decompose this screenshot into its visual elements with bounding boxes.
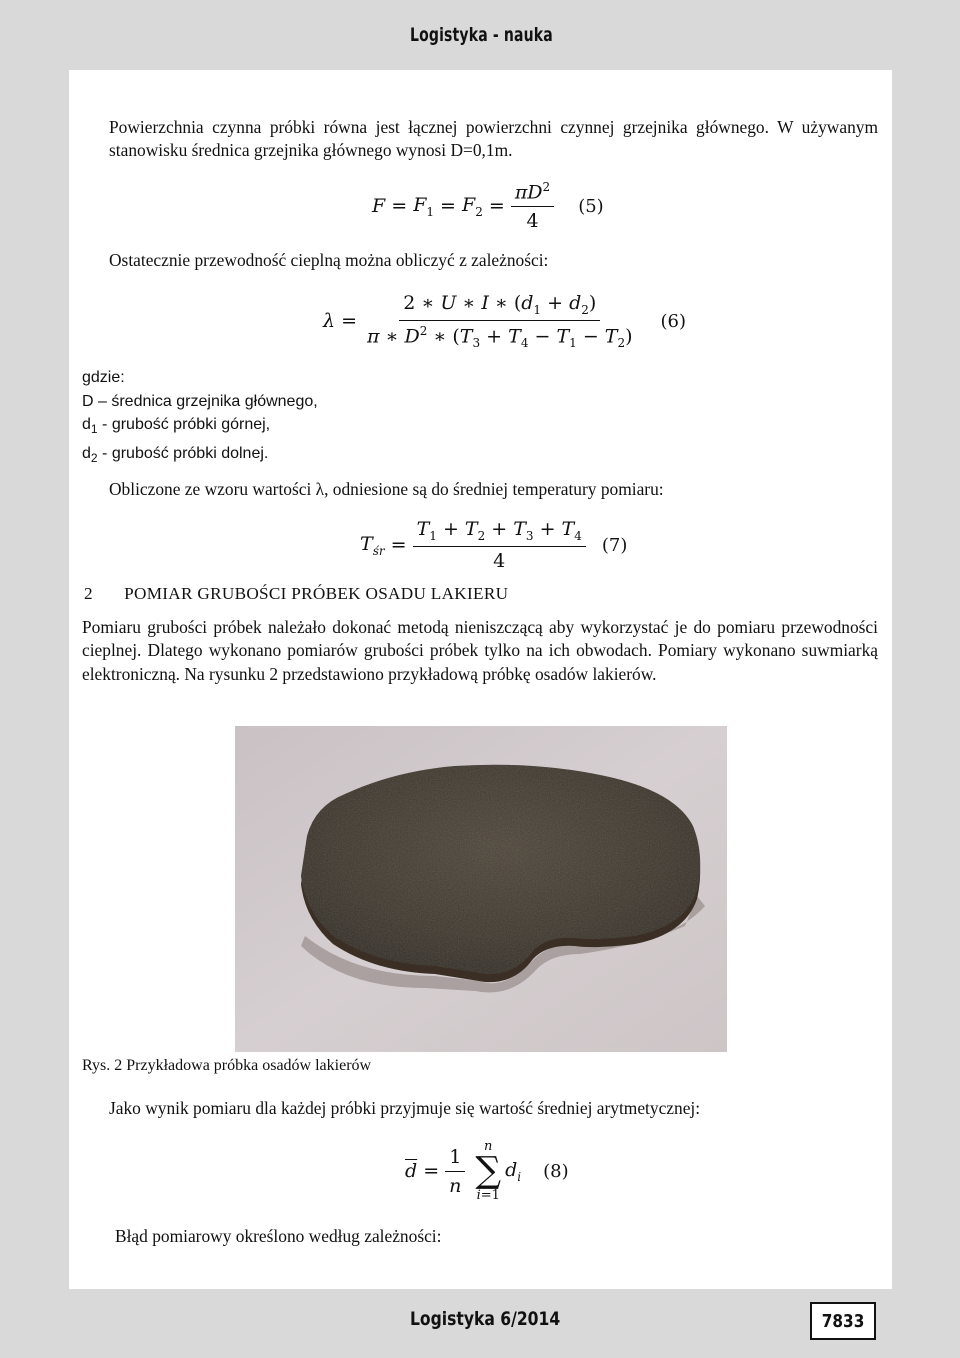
page-number: 7833 [821, 1310, 865, 1332]
section-heading [84, 584, 508, 604]
equation-7-number: (7) [601, 534, 628, 556]
definition-d2: $d_2$ - grubość próbki dolnej. [82, 444, 269, 465]
equation-8-number: (8) [543, 1160, 569, 1182]
definition-d1: $d_1$ - grubość próbki górnej, [82, 416, 271, 437]
sample-photo [235, 726, 727, 1052]
equation-5-number: (5) [578, 195, 604, 217]
equation-6-number: (6) [660, 310, 687, 332]
section-title: POMIAR GRUBOŚCI PRÓBEK OSADU LAKIERU [124, 584, 509, 603]
sum-symbol: n ∑ i=1 [475, 1139, 502, 1203]
paragraph-arithmetic-mean: Jako wynik pomiaru dla każdej próbki przyjmuje się wartość średniej arytmetycznej: [109, 1098, 701, 1118]
paragraph-measurement-error: Błąd pomiarowy określono według zależności: [115, 1226, 442, 1246]
equation-6: λ = $\frac{2 ∗ U ∗ I ∗ (d_1 + d_2)}{\pi ∗ D^2 ∗ (T_3 + T_4 - T_1 - T_2)}$ (6) [323, 292, 687, 350]
definitions-heading: gdzie: [82, 369, 125, 386]
footer-journal: Logistyka 6/2014 [410, 1308, 561, 1330]
figure-caption: Rys. 2 Przykładowa próbka osadów lakierów [82, 1057, 372, 1074]
running-header: Logistyka - nauka [410, 24, 553, 46]
definitions-list [82, 366, 318, 470]
definition-D: D – średnica grzejnika głównego, [82, 392, 318, 410]
section-number: 2 [84, 584, 93, 603]
paragraph-conductivity-intro: Ostatecznie przewodność cieplną można obliczyć z zależności: [109, 250, 549, 270]
equation-7: $T_{śr}$ = $\frac{T_1 + T_2 + T_3 + T_4}{4}$ (7) [360, 518, 628, 572]
equation-8: $\overline{d}$ = $\frac{1}{n}$ n ∑ i=1 $d_i$ (8) [405, 1139, 569, 1203]
paragraph-thickness-measurement: Pomiaru grubości próbek należało dokonać metodą nieniszczącą aby wykorzystać je do pomiaru przewodności cieplnej. Dlatego wykonano pomiarów grubości próbek tylko na ich obwodach. Pomiary wykonano suwmiarką elektroniczną. Na rysunku 2 przedstawiono przykładową próbkę osadów lakierów. [82, 617, 878, 684]
paragraph-active-surface: Powierzchnia czynna próbki równa jest łącznej powierzchni czynnej grzejnika głównego. W używanym stanowisku średnica grzejnika głównego wynosi D=0,1m. [109, 117, 878, 161]
equation-5: F = $F_1$ = $F_2$ = $\frac{\pi D^2}{4}$ (5) [372, 179, 604, 233]
paragraph-lambda-values: Obliczone ze wzoru wartości λ, odniesione są do średniej temperatury pomiaru: [109, 479, 664, 499]
page-number-box [810, 1302, 876, 1340]
